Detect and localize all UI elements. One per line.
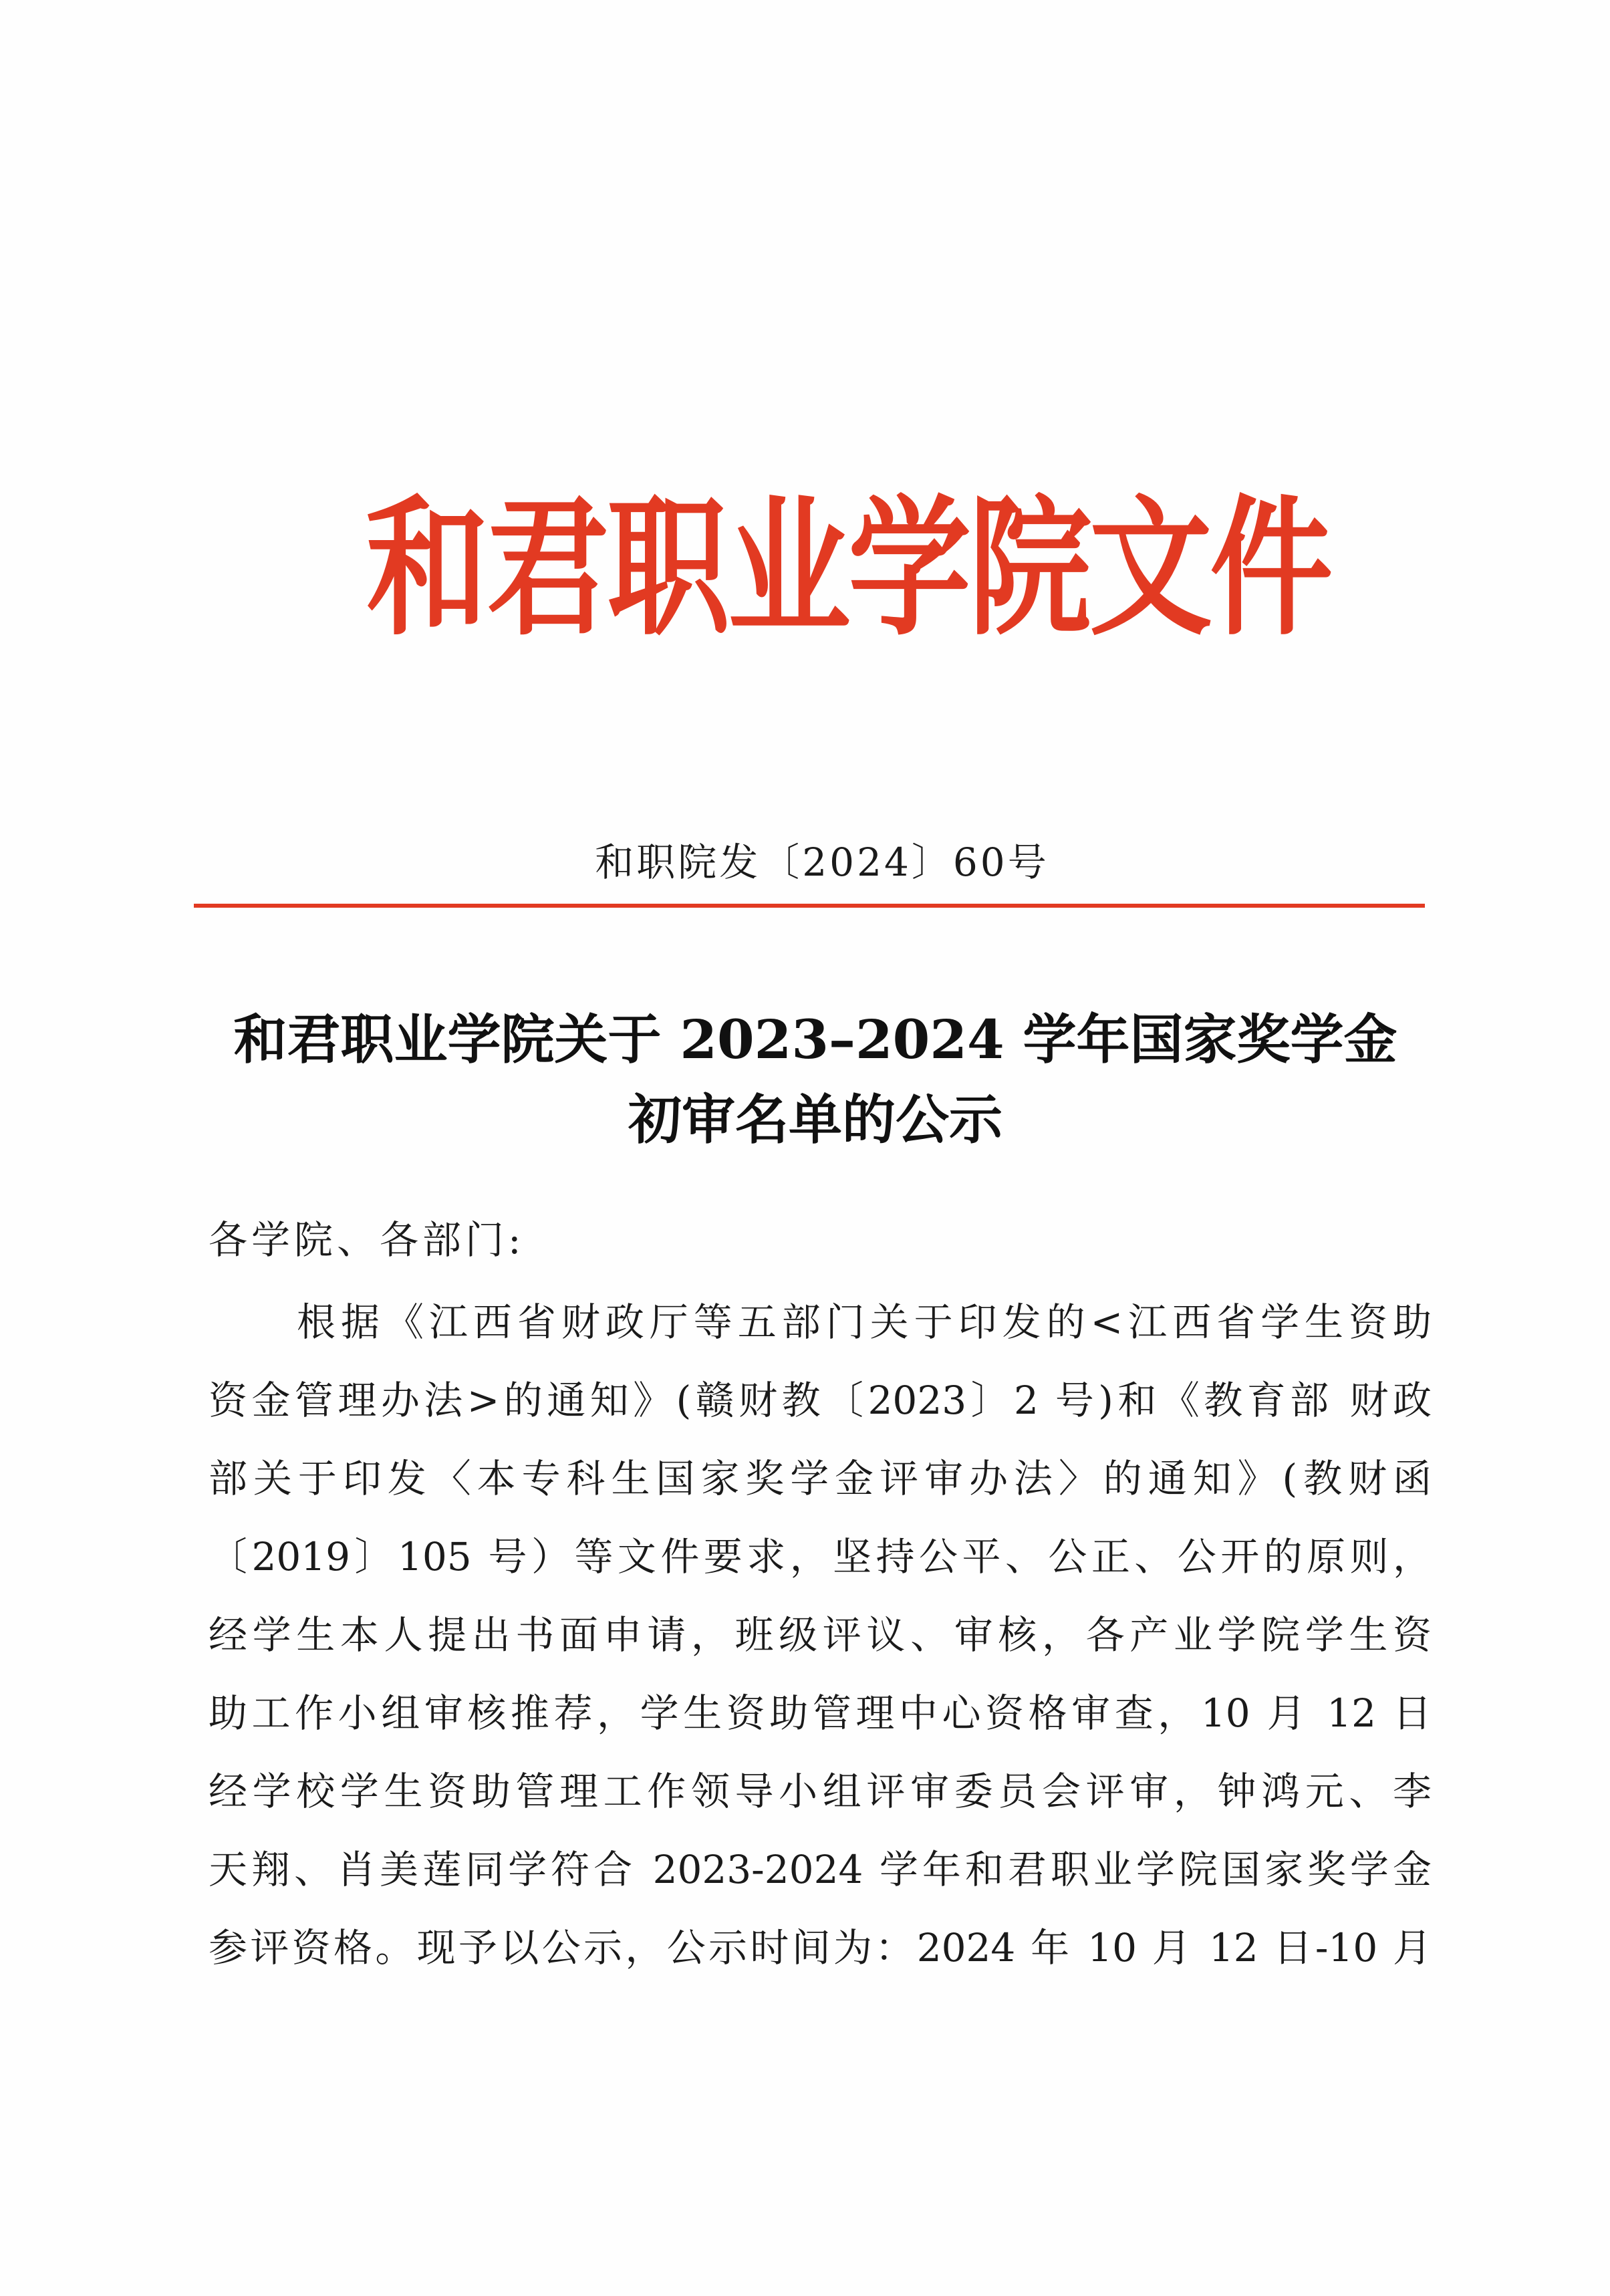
body-line: 天翔、肖美莲同学符合 2023-2024 学年和君职业学院国家奖学金 [209, 1847, 1432, 1892]
body-line: 〔2019〕105 号）等文件要求，坚持公平、公正、公开的原则， [209, 1534, 1432, 1579]
header-divider-line [194, 904, 1425, 908]
document-number: 和职院发〔2024〕60号 [595, 840, 1049, 885]
notice-title-line: 初审名单的公示 [628, 1088, 1002, 1151]
notice-body [209, 1283, 1432, 1987]
body-line: 经学校学生资助管理工作领导小组评审委员会评审，钟鸿元、李 [209, 1769, 1432, 1814]
body-line: 根据《江西省财政厅等五部门关于印发的<江西省学生资助 [297, 1299, 1432, 1345]
notice-title-line: 和君职业学院关于 2023–2024 学年国家奖学金 [233, 1008, 1397, 1071]
body-line: 经学生本人提出书面申请，班级评议、审核，各产业学院学生资 [209, 1612, 1432, 1658]
body-line: 参评资格。现予以公示，公示时间为：2024 年 10 月 12 日-10 月 [209, 1925, 1432, 1970]
salutation: 各学院、各部门: [209, 1217, 525, 1263]
body-line: 资金管理办法>的通知》(赣财教〔2023〕2 号)和《教育部 财政 [209, 1378, 1432, 1423]
body-line: 部关于印发〈本专科生国家奖学金评审办法〉的通知》(教财函 [209, 1456, 1432, 1501]
document-header-title: 和君职业学院文件 [366, 480, 1331, 656]
notice-title [134, 999, 1497, 1160]
body-line: 助工作小组审核推荐，学生资助管理中心资格审查，10 月 12 日 [209, 1690, 1432, 1736]
